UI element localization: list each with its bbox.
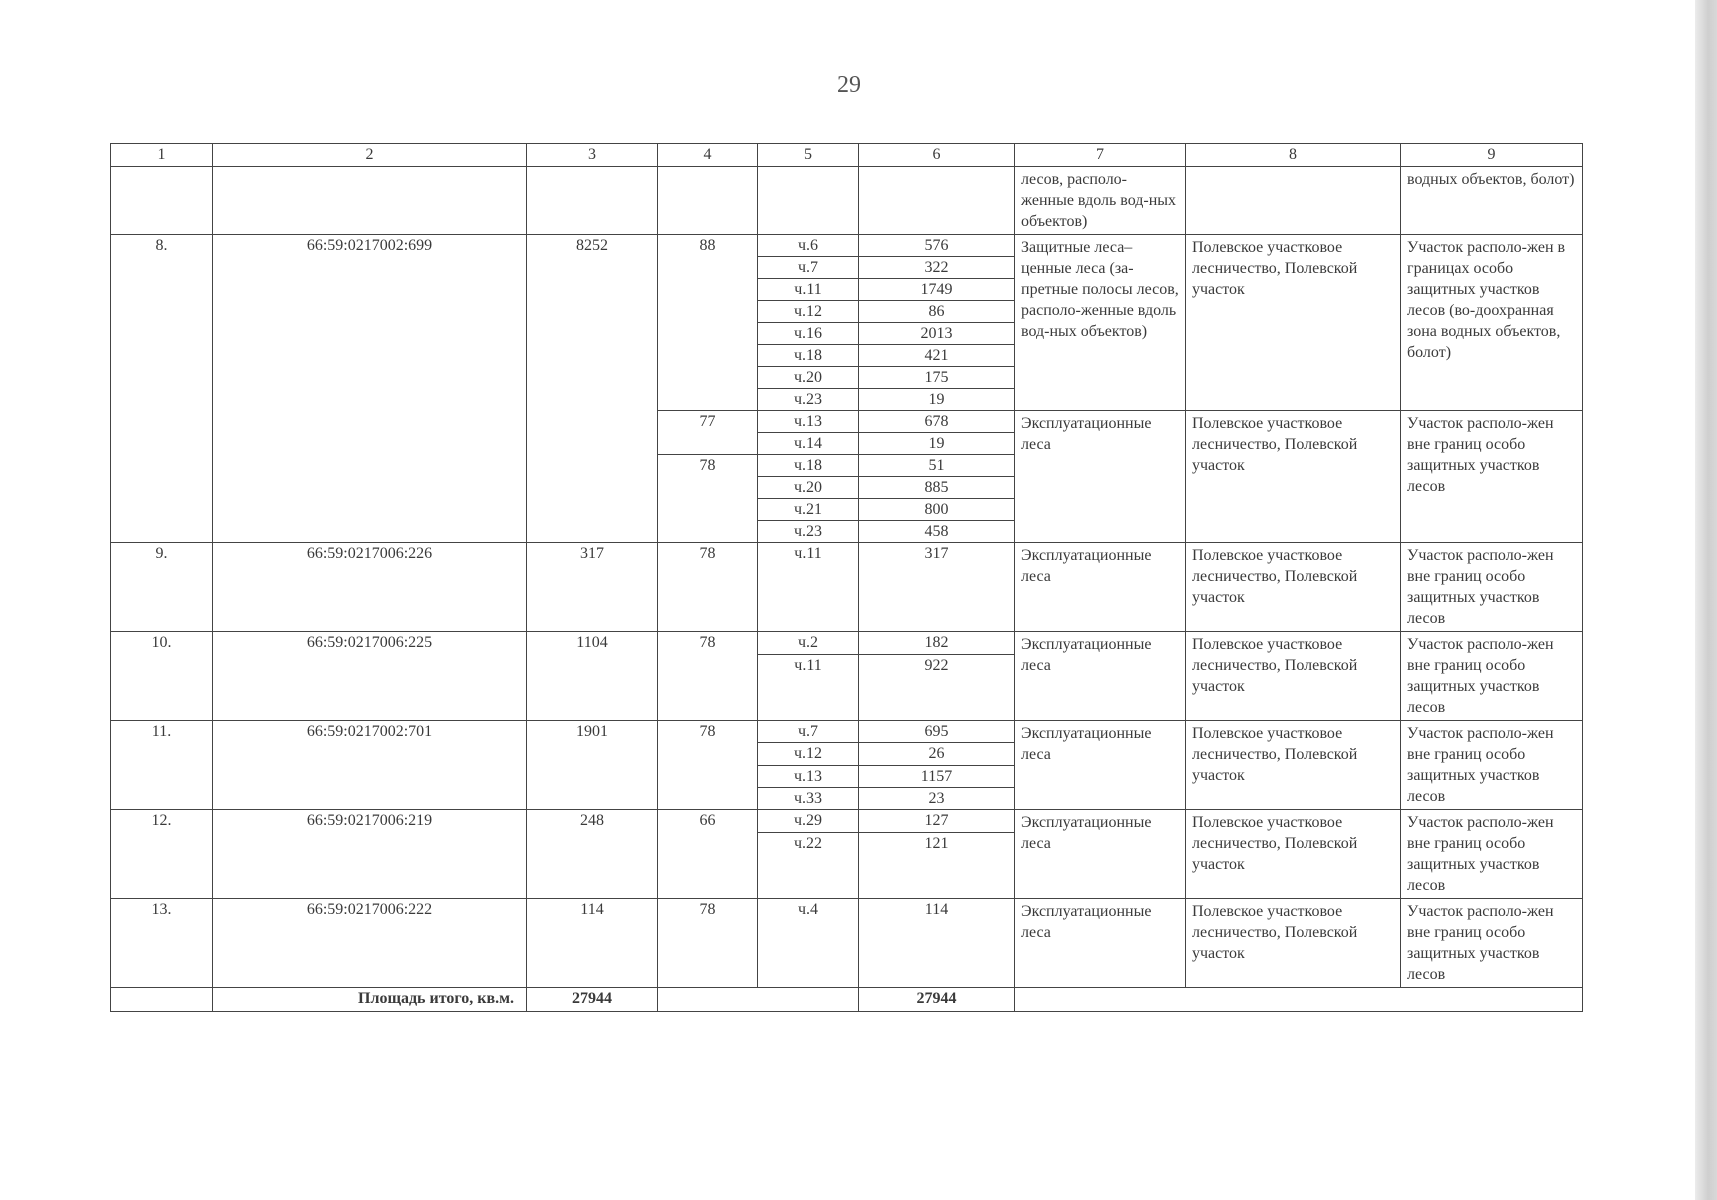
part-area: 114 bbox=[859, 899, 1015, 988]
part: ч.11 bbox=[758, 543, 859, 632]
col-header-5: 5 bbox=[758, 144, 859, 167]
land-plots-table bbox=[110, 143, 1583, 1012]
continuation-row bbox=[111, 167, 1583, 235]
part: ч.14 bbox=[758, 433, 859, 455]
part-area: 86 bbox=[859, 301, 1015, 323]
forest-category: Эксплуатационные леса bbox=[1015, 632, 1186, 721]
part: ч.18 bbox=[758, 345, 859, 367]
col-header-4: 4 bbox=[658, 144, 758, 167]
quarter: 78 bbox=[658, 721, 758, 810]
quarter: 78 bbox=[658, 455, 758, 543]
cadastral-number: 66:59:0217002:701 bbox=[213, 721, 527, 810]
location: Участок располо-жен вне границ особо защитных участков лесов bbox=[1401, 899, 1583, 988]
part: ч.2 bbox=[758, 632, 859, 655]
part: ч.21 bbox=[758, 499, 859, 521]
part-area: 26 bbox=[859, 743, 1015, 765]
location: Участок располо-жен вне границ особо защитных участков лесов bbox=[1401, 632, 1583, 721]
continuation-location: водных объектов, болот) bbox=[1401, 167, 1583, 235]
col-header-2: 2 bbox=[213, 144, 527, 167]
part-area: 885 bbox=[859, 477, 1015, 499]
part: ч.33 bbox=[758, 787, 859, 809]
part: ч.20 bbox=[758, 477, 859, 499]
col-header-9: 9 bbox=[1401, 144, 1583, 167]
plot-area: 248 bbox=[527, 810, 658, 899]
row-number: 11. bbox=[111, 721, 213, 810]
part: ч.13 bbox=[758, 765, 859, 787]
part: ч.6 bbox=[758, 235, 859, 257]
part: ч.22 bbox=[758, 833, 859, 899]
part: ч.16 bbox=[758, 323, 859, 345]
forest-category: Эксплуатационные леса bbox=[1015, 411, 1186, 543]
page-number: 29 bbox=[837, 72, 861, 98]
quarter: 88 bbox=[658, 235, 758, 411]
part: ч.18 bbox=[758, 455, 859, 477]
row-number: 10. bbox=[111, 632, 213, 721]
forestry: Полевское участковое лесничество, Полевской участок bbox=[1186, 810, 1401, 899]
part: ч.23 bbox=[758, 389, 859, 411]
cadastral-number: 66:59:0217006:226 bbox=[213, 543, 527, 632]
forest-category: Защитные леса– ценные леса (за-претные полосы лесов, располо-женные вдоль вод-ных объектов) bbox=[1015, 235, 1186, 411]
location: Участок располо-жен вне границ особо защитных участков лесов bbox=[1401, 721, 1583, 810]
location: Участок располо-жен вне границ особо защитных участков лесов bbox=[1401, 810, 1583, 899]
col-header-3: 3 bbox=[527, 144, 658, 167]
part-area: 1749 bbox=[859, 279, 1015, 301]
part: ч.29 bbox=[758, 810, 859, 833]
part: ч.4 bbox=[758, 899, 859, 988]
plot-area: 1104 bbox=[527, 632, 658, 721]
forestry: Полевское участковое лесничество, Полевской участок bbox=[1186, 411, 1401, 543]
quarter: 66 bbox=[658, 810, 758, 899]
total-row bbox=[111, 988, 1583, 1012]
part: ч.23 bbox=[758, 521, 859, 543]
column-numbers-row bbox=[111, 144, 1583, 167]
part: ч.7 bbox=[758, 721, 859, 743]
forestry: Полевское участковое лесничество, Полевской участок bbox=[1186, 632, 1401, 721]
quarter: 78 bbox=[658, 899, 758, 988]
part: ч.12 bbox=[758, 301, 859, 323]
part-area: 922 bbox=[859, 655, 1015, 721]
location: Участок располо-жен вне границ особо защитных участков лесов bbox=[1401, 543, 1583, 632]
part-area: 1157 bbox=[859, 765, 1015, 787]
cadastral-number: 66:59:0217006:219 bbox=[213, 810, 527, 899]
table-row bbox=[111, 899, 1583, 988]
part-area: 421 bbox=[859, 345, 1015, 367]
part: ч.13 bbox=[758, 411, 859, 433]
part: ч.7 bbox=[758, 257, 859, 279]
continuation-category: лесов, располо-женные вдоль вод-ных объектов) bbox=[1015, 167, 1186, 235]
col-header-8: 8 bbox=[1186, 144, 1401, 167]
table-row bbox=[111, 543, 1583, 632]
plot-area: 8252 bbox=[527, 235, 658, 543]
forestry: Полевское участковое лесничество, Полевской участок bbox=[1186, 235, 1401, 411]
forestry: Полевское участковое лесничество, Полевской участок bbox=[1186, 543, 1401, 632]
location: Участок располо-жен вне границ особо защитных участков лесов bbox=[1401, 411, 1583, 543]
part-area: 127 bbox=[859, 810, 1015, 833]
cadastral-number: 66:59:0217006:222 bbox=[213, 899, 527, 988]
table-row bbox=[111, 632, 1583, 655]
part-area: 175 bbox=[859, 367, 1015, 389]
table-row bbox=[111, 810, 1583, 833]
part: ч.12 bbox=[758, 743, 859, 765]
forest-category: Эксплуатационные леса bbox=[1015, 721, 1186, 810]
quarter: 78 bbox=[658, 632, 758, 721]
part: ч.20 bbox=[758, 367, 859, 389]
part-area: 19 bbox=[859, 389, 1015, 411]
part-area: 317 bbox=[859, 543, 1015, 632]
cadastral-number: 66:59:0217002:699 bbox=[213, 235, 527, 543]
part-area: 678 bbox=[859, 411, 1015, 433]
part: ч.11 bbox=[758, 655, 859, 721]
total-parts-area: 27944 bbox=[859, 988, 1015, 1012]
table-row bbox=[111, 721, 1583, 743]
total-area: 27944 bbox=[527, 988, 658, 1012]
plot-area: 114 bbox=[527, 899, 658, 988]
col-header-1: 1 bbox=[111, 144, 213, 167]
row-number: 9. bbox=[111, 543, 213, 632]
row-number: 8. bbox=[111, 235, 213, 543]
forest-category: Эксплуатационные леса bbox=[1015, 543, 1186, 632]
col-header-7: 7 bbox=[1015, 144, 1186, 167]
forest-category: Эксплуатационные леса bbox=[1015, 899, 1186, 988]
part-area: 2013 bbox=[859, 323, 1015, 345]
part-area: 51 bbox=[859, 455, 1015, 477]
col-header-6: 6 bbox=[859, 144, 1015, 167]
scan-edge bbox=[1695, 0, 1717, 1200]
part-area: 19 bbox=[859, 433, 1015, 455]
row-number: 12. bbox=[111, 810, 213, 899]
part-area: 800 bbox=[859, 499, 1015, 521]
part-area: 121 bbox=[859, 833, 1015, 899]
quarter: 77 bbox=[658, 411, 758, 455]
forest-category: Эксплуатационные леса bbox=[1015, 810, 1186, 899]
location: Участок располо-жен в границах особо защитных участков лесов (во-доохранная зона водных объектов, болот) bbox=[1401, 235, 1583, 411]
plot-area: 317 bbox=[527, 543, 658, 632]
table-row bbox=[111, 235, 1583, 257]
quarter: 78 bbox=[658, 543, 758, 632]
part-area: 458 bbox=[859, 521, 1015, 543]
total-label: Площадь итого, кв.м. bbox=[213, 988, 527, 1012]
part: ч.11 bbox=[758, 279, 859, 301]
part-area: 695 bbox=[859, 721, 1015, 743]
cadastral-number: 66:59:0217006:225 bbox=[213, 632, 527, 721]
plot-area: 1901 bbox=[527, 721, 658, 810]
row-number: 13. bbox=[111, 899, 213, 988]
part-area: 576 bbox=[859, 235, 1015, 257]
forestry: Полевское участковое лесничество, Полевской участок bbox=[1186, 721, 1401, 810]
part-area: 322 bbox=[859, 257, 1015, 279]
part-area: 23 bbox=[859, 787, 1015, 809]
forestry: Полевское участковое лесничество, Полевской участок bbox=[1186, 899, 1401, 988]
part-area: 182 bbox=[859, 632, 1015, 655]
